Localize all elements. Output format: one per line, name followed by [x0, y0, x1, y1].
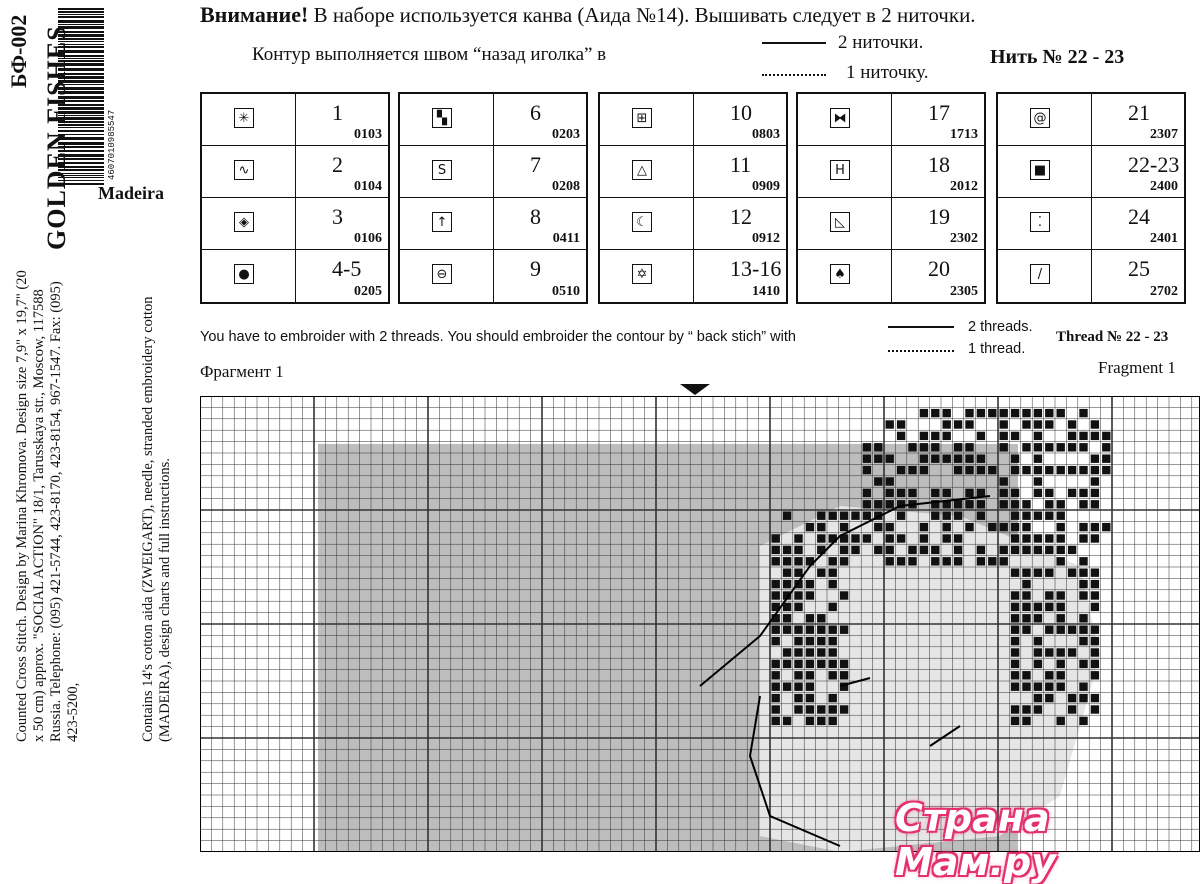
one-thread-en: 1 thread.	[968, 341, 1026, 357]
key-number: 17	[928, 100, 950, 125]
key-number: 25	[1128, 256, 1150, 281]
thread-number-en: Thread № 22 - 23	[1056, 329, 1169, 345]
key-symbol-cell	[400, 146, 494, 198]
key-number-cell	[494, 250, 586, 302]
watermark-logo: Страна Мам.ру	[895, 796, 1056, 884]
attention-bold: Внимание!	[200, 2, 309, 27]
madeira-code: 2400	[1150, 179, 1178, 194]
madeira-code: 2305	[950, 284, 978, 299]
key-symbol-cell	[998, 198, 1092, 250]
key-number-cell	[694, 94, 786, 146]
key-number-cell	[892, 250, 984, 302]
madeira-code: 2012	[950, 179, 978, 194]
key-table	[200, 92, 390, 304]
key-number-cell	[296, 146, 388, 198]
madeira-label: Madeira	[98, 183, 164, 203]
key-table	[398, 92, 588, 304]
stitch-symbol-icon: ■	[1030, 160, 1050, 180]
key-number: 12	[730, 204, 752, 229]
madeira-code: 0104	[354, 179, 382, 194]
stitch-symbol-icon: ⧓	[830, 108, 850, 128]
key-number-cell	[296, 250, 388, 302]
key-number-cell	[892, 198, 984, 250]
key-number-cell	[892, 146, 984, 198]
stitch-symbol-icon: H	[830, 160, 850, 180]
stitch-symbol-icon: ☾	[632, 212, 652, 232]
key-number: 8	[530, 204, 541, 229]
key-number: 9	[530, 256, 541, 281]
key-number: 1	[332, 100, 343, 125]
key-symbol-cell	[998, 94, 1092, 146]
dotted-line-legend	[762, 74, 826, 76]
solid-line-legend	[762, 42, 826, 44]
key-number: 10	[730, 100, 752, 125]
key-number: 4-5	[332, 256, 362, 281]
madeira-code: 0103	[354, 127, 382, 142]
madeira-code: 0411	[552, 231, 580, 246]
key-symbol-cell	[600, 94, 694, 146]
two-threads-ru: 2 ниточки.	[838, 32, 924, 53]
stitch-symbol-icon: △	[632, 160, 652, 180]
madeira-code: 2302	[950, 231, 978, 246]
product-code: БФ-002	[6, 14, 31, 88]
stitch-symbol-icon: ✡	[632, 264, 652, 284]
key-number-cell	[694, 146, 786, 198]
key-symbol-cell	[202, 94, 296, 146]
center-marker-icon	[680, 384, 710, 396]
dotted-line-legend-en	[888, 350, 954, 352]
key-number-cell	[892, 94, 984, 146]
stitch-symbol-icon: ⊞	[632, 108, 652, 128]
key-symbol-cell	[798, 198, 892, 250]
madeira-code: 2702	[1150, 284, 1178, 299]
key-number: 18	[928, 152, 950, 177]
key-number: 7	[530, 152, 541, 177]
attention-note	[200, 2, 976, 28]
contents-text: Contains 14's cotton aida (ZWEIGART), needle, stranded embroidery cotton (MADEIRA), design charts and full instructions.	[140, 296, 173, 742]
key-symbol-cell	[202, 198, 296, 250]
key-table	[598, 92, 788, 304]
key-number: 21	[1128, 100, 1150, 125]
key-number: 24	[1128, 204, 1150, 229]
madeira-code: 0803	[752, 127, 780, 142]
key-number-cell	[1092, 146, 1184, 198]
madeira-code: 0909	[752, 179, 780, 194]
stitch-symbol-icon: ✳	[234, 108, 254, 128]
madeira-code: 0205	[354, 284, 382, 299]
key-number-cell	[1092, 94, 1184, 146]
key-number-cell	[1092, 250, 1184, 302]
fragment-label-ru: Фрагмент 1	[200, 362, 284, 381]
key-number: 19	[928, 204, 950, 229]
madeira-code: 1713	[950, 127, 978, 142]
key-table	[796, 92, 986, 304]
stitch-symbol-icon: ◺	[830, 212, 850, 232]
madeira-code: 2307	[1150, 127, 1178, 142]
stitch-symbol-icon: ⁚	[1030, 212, 1050, 232]
stitch-symbol-icon: ⊖	[432, 264, 452, 284]
madeira-code: 0203	[552, 127, 580, 142]
stitch-symbol-icon: ◈	[234, 212, 254, 232]
madeira-code: 0208	[552, 179, 580, 194]
madeira-code: 0510	[552, 284, 580, 299]
two-threads-en: 2 threads.	[968, 319, 1033, 335]
key-number-cell	[694, 250, 786, 302]
product-title: GOLDEN FISHES	[42, 25, 71, 250]
key-number-cell	[694, 198, 786, 250]
key-symbol-cell	[600, 250, 694, 302]
credits-text: Counted Cross Stitch. Design by Marina Khromova. Design size 7,9" x 19,7" (20 x 50 cm) approx. "SOCIAL ACTION" 18/1, Tarusskaya str., Moscow, 117588 Russia. Telephone: (095) 421-5744, 423-8170, 423-8154, 967-1547. Fax: (095) 423-5200,	[14, 270, 81, 742]
madeira-code: 0912	[752, 231, 780, 246]
solid-line-legend-en	[888, 326, 954, 328]
stitch-symbol-icon: S	[432, 160, 452, 180]
stitch-chart	[200, 396, 1200, 852]
key-table	[996, 92, 1186, 304]
key-number: 3	[332, 204, 343, 229]
key-symbol-cell	[798, 146, 892, 198]
contour-note: Контур выполняется швом “назад иголка” в	[252, 44, 607, 65]
thread-number-ru: Нить № 22 - 23	[990, 46, 1125, 68]
key-number: 6	[530, 100, 541, 125]
fragment-label-en: Fragment 1	[1098, 358, 1176, 377]
key-number: 13-16	[730, 256, 782, 281]
madeira-code: 0106	[354, 231, 382, 246]
stitch-symbol-icon: @	[1030, 108, 1050, 128]
madeira-code: 1410	[752, 284, 780, 299]
barcode-number: 4607010985547	[107, 109, 117, 180]
key-symbol-cell	[998, 146, 1092, 198]
key-number: 20	[928, 256, 950, 281]
key-symbol-cell	[400, 250, 494, 302]
key-number: 22-23	[1128, 152, 1180, 177]
attention-text: В наборе используется канва (Аида №14). Вышивать следует в 2 ниточки.	[308, 3, 976, 27]
key-symbol-cell	[998, 250, 1092, 302]
key-symbol-cell	[202, 146, 296, 198]
key-symbol-cell	[600, 198, 694, 250]
stitch-symbol-icon: ▚	[432, 108, 452, 128]
madeira-code: 2401	[1150, 231, 1178, 246]
key-symbol-cell	[600, 146, 694, 198]
stitch-symbol-icon: ♠	[830, 264, 850, 284]
key-symbol-cell	[400, 94, 494, 146]
key-number: 11	[730, 152, 752, 177]
key-number-cell	[494, 94, 586, 146]
stitch-symbol-icon: ∿	[234, 160, 254, 180]
key-number-cell	[494, 146, 586, 198]
key-symbol-cell	[798, 94, 892, 146]
stitch-symbol-icon: ●	[234, 264, 254, 284]
key-symbol-cell	[202, 250, 296, 302]
stitch-symbol-icon: ↑	[432, 212, 452, 232]
key-symbol-cell	[798, 250, 892, 302]
key-number-cell	[1092, 198, 1184, 250]
key-number-cell	[296, 198, 388, 250]
key-number-cell	[296, 94, 388, 146]
key-number-cell	[494, 198, 586, 250]
key-symbol-cell	[400, 198, 494, 250]
key-number: 2	[332, 152, 343, 177]
one-thread-ru: 1 ниточку.	[846, 62, 929, 83]
stitch-symbol-icon: /	[1030, 264, 1050, 284]
english-note: You have to embroider with 2 threads. You should embroider the contour by “ back stich” with	[200, 329, 796, 345]
